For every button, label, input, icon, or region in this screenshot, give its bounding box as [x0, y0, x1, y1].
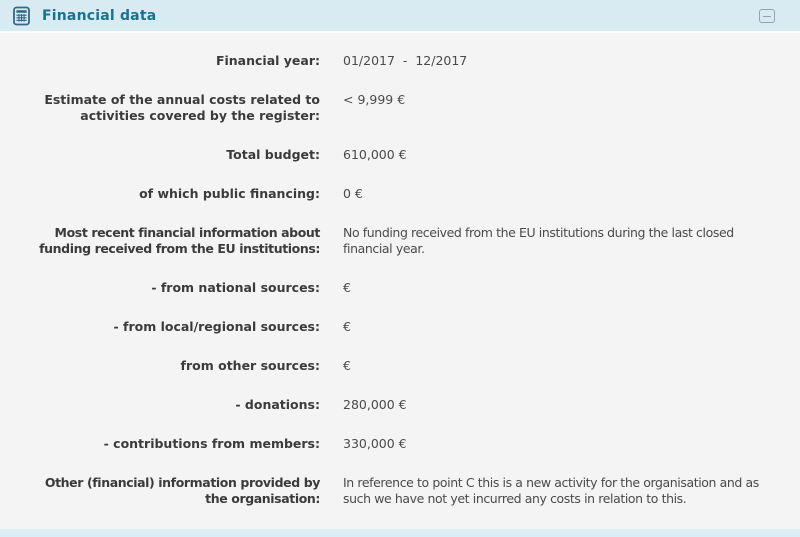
- field-label: - donations:: [235, 397, 320, 412]
- field-label: - from local/regional sources:: [113, 319, 320, 334]
- field-label: Other (financial) information provided by the organisation:: [44, 475, 320, 506]
- field-value: 280,000 €: [343, 397, 407, 412]
- field-row-other-sources: [0, 358, 800, 374]
- field-value: 610,000 €: [343, 147, 407, 162]
- field-value: 330,000 €: [343, 436, 407, 451]
- section-title: Financial data: [42, 7, 157, 24]
- field-row-financial-year: [0, 53, 800, 69]
- field-label: Financial year:: [215, 53, 320, 68]
- field-value: 0 €: [343, 186, 363, 201]
- next-section-header-edge: [0, 528, 800, 537]
- field-row-public-financing: [0, 186, 800, 202]
- field-label: Most recent financial information about funding received from the EU institutions:: [39, 225, 320, 256]
- field-value: €: [343, 280, 351, 295]
- field-value: €: [343, 358, 351, 373]
- section-header: [0, 0, 800, 33]
- field-value: In reference to point C this is a new activity for the organisation and as such we have not yet incurred any costs in relation to this.: [343, 475, 763, 506]
- field-label: - contributions from members:: [103, 436, 320, 451]
- field-row-donations: [0, 397, 800, 413]
- field-label: Total budget:: [226, 147, 320, 162]
- field-row-eu-funding-info: [0, 225, 800, 257]
- field-row-total-budget: [0, 147, 800, 163]
- field-row-other-financial-info: [0, 475, 800, 507]
- collapse-section-button[interactable]: [759, 9, 775, 23]
- field-row-estimate-annual-costs: [0, 92, 800, 124]
- field-value: < 9,999 €: [343, 92, 406, 107]
- field-row-national-sources: [0, 280, 800, 296]
- field-label: Estimate of the annual costs related to activities covered by the register:: [44, 92, 320, 123]
- field-value: No funding received from the EU institutions during the last closed financial year.: [343, 225, 738, 256]
- field-label: from other sources:: [180, 358, 320, 373]
- field-label: of which public financing:: [139, 186, 320, 201]
- field-value: €: [343, 319, 351, 334]
- field-row-member-contributions: [0, 436, 800, 452]
- section-body: [0, 33, 800, 528]
- minus-icon: [763, 16, 771, 17]
- calculator-icon: [13, 6, 31, 26]
- field-value: 01/2017 - 12/2017: [343, 53, 468, 68]
- field-row-local-regional-sources: [0, 319, 800, 335]
- field-label: - from national sources:: [151, 280, 320, 295]
